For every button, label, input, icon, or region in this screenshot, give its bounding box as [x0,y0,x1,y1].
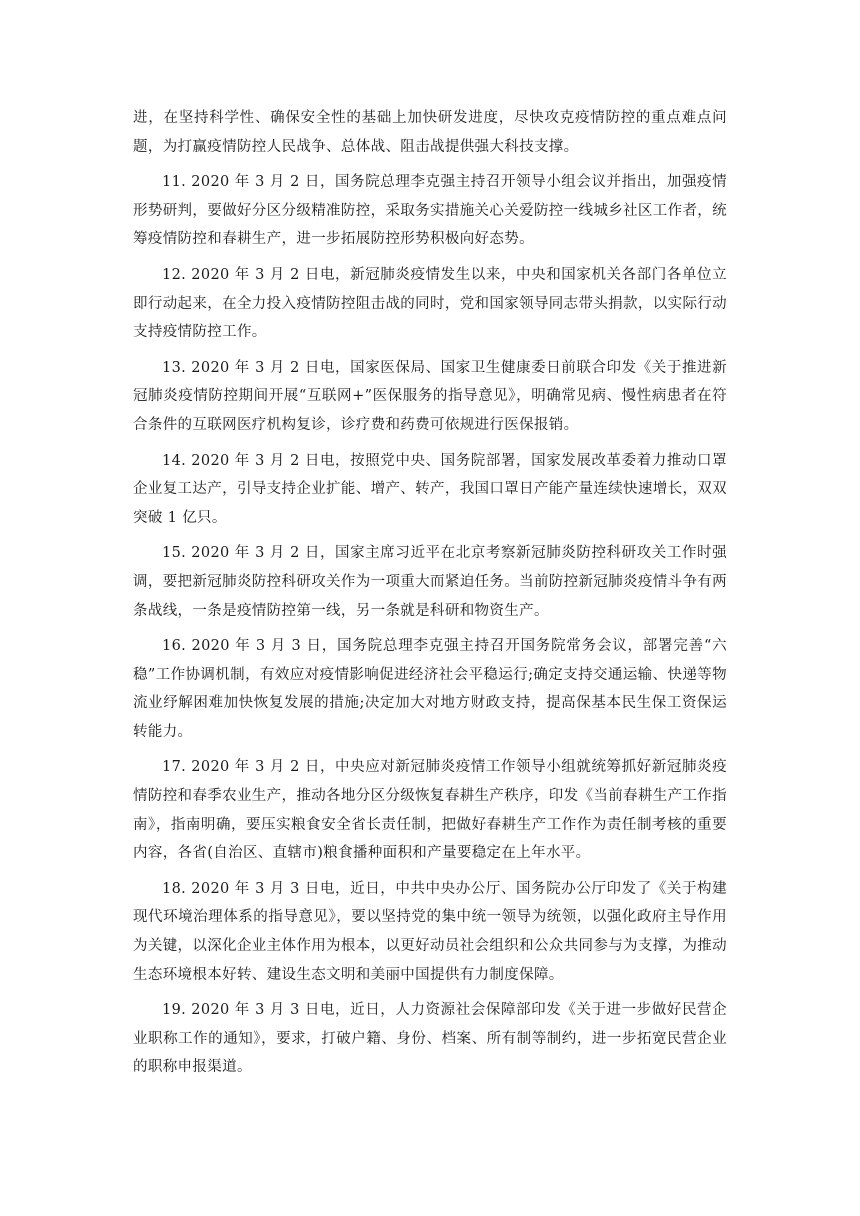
paragraph-item-15: 15. 2020 年 3 月 2 日，国家主席习近平在北京考察新冠肺炎防控科研攻关工作时强调，要把新冠肺炎防控科研攻关作为一项重大而紧迫任务。当前防控新冠肺炎疫情斗争有两条战线，一条是疫情防控第一线，另一条就是科研和物资生产。 [133,545,727,619]
paragraph-item-13: 13. 2020 年 3 月 2 日电，国家医保局、国家卫生健康委日前联合印发《关于推进新冠肺炎疫情防控期间开展“互联网+”医保服务的指导意见》，明确常见病、慢性病患者在符合条件的互联网医疗机构复诊，诊疗费和药费可依规进行医保报销。 [133,359,727,433]
paragraph-item-17: 17. 2020 年 3 月 2 日，中央应对新冠肺炎疫情工作领导小组就统筹抓好新冠肺炎疫情防控和春季农业生产，推动各地分区分级恢复春耕生产秩序，印发《当前春耕生产工作指南》，指南明确，要压实粮食安全省长责任制，把做好春耕生产工作作为责任制考核的重要内容，各省(自治区、直辖市)粮食播种面积和产量要稳定在上年水平。 [133,759,727,862]
paragraph-item-14: 14. 2020 年 3 月 2 日电，按照党中央、国务院部署，国家发展改革委着力推动口罩企业复工达产，引导支持企业扩能、增产、转产，我国口罩日产能产量连续快速增长，双双突破 1 亿只。 [133,452,727,526]
paragraph-item-18: 18. 2020 年 3 月 3 日电，近日，中共中央办公厅、国务院办公厅印发了《关于构建现代环境治理体系的指导意见》，要以坚持党的集中统一领导为统领，以强化政府主导作用为关键，以深化企业主体作用为根本，以更好动员社会组织和公众共同参与为支撑，为推动生态环境根本好转、建设生态文明和美丽中国提供有力制度保障。 [133,880,727,983]
paragraph-continuation: 进，在坚持科学性、确保安全性的基础上加快研发进度，尽快攻克疫情防控的重点难点问题，为打赢疫情防控人民战争、总体战、阻击战提供强大科技支撑。 [133,110,727,155]
paragraph-item-12: 12. 2020 年 3 月 2 日电，新冠肺炎疫情发生以来，中央和国家机关各部门各单位立即行动起来，在全力投入疫情防控阻击战的同时，党和国家领导同志带头捐款，以实际行动支持疫情防控工作。 [133,266,727,341]
paragraph-item-16: 16. 2020 年 3 月 3 日，国务院总理李克强主持召开国务院常务会议，部署完善“六稳”工作协调机制，有效应对疫情影响促进经济社会平稳运行;确定支持交通运输、快递等物流业纾解困难加快恢复发展的措施;决定加大对地方财政支持，提高保基本民生保工资保运转能力。 [133,638,727,740]
paragraph-item-11: 11. 2020 年 3 月 2 日，国务院总理李克强主持召开领导小组会议并指出，加强疫情形势研判，要做好分区分级精准防控，采取务实措施关心关爱防控一线城乡社区工作者，统筹疫情防控和春耕生产，进一步拓展防控形势积极向好态势。 [133,174,727,248]
paragraph-item-19: 19. 2020 年 3 月 3 日电，近日，人力资源社会保障部印发《关于进一步做好民营企业职称工作的通知》，要求，打破户籍、身份、档案、所有制等制约，进一步拓宽民营企业的职称申报渠道。 [133,1002,727,1076]
document-body [133,104,727,1089]
